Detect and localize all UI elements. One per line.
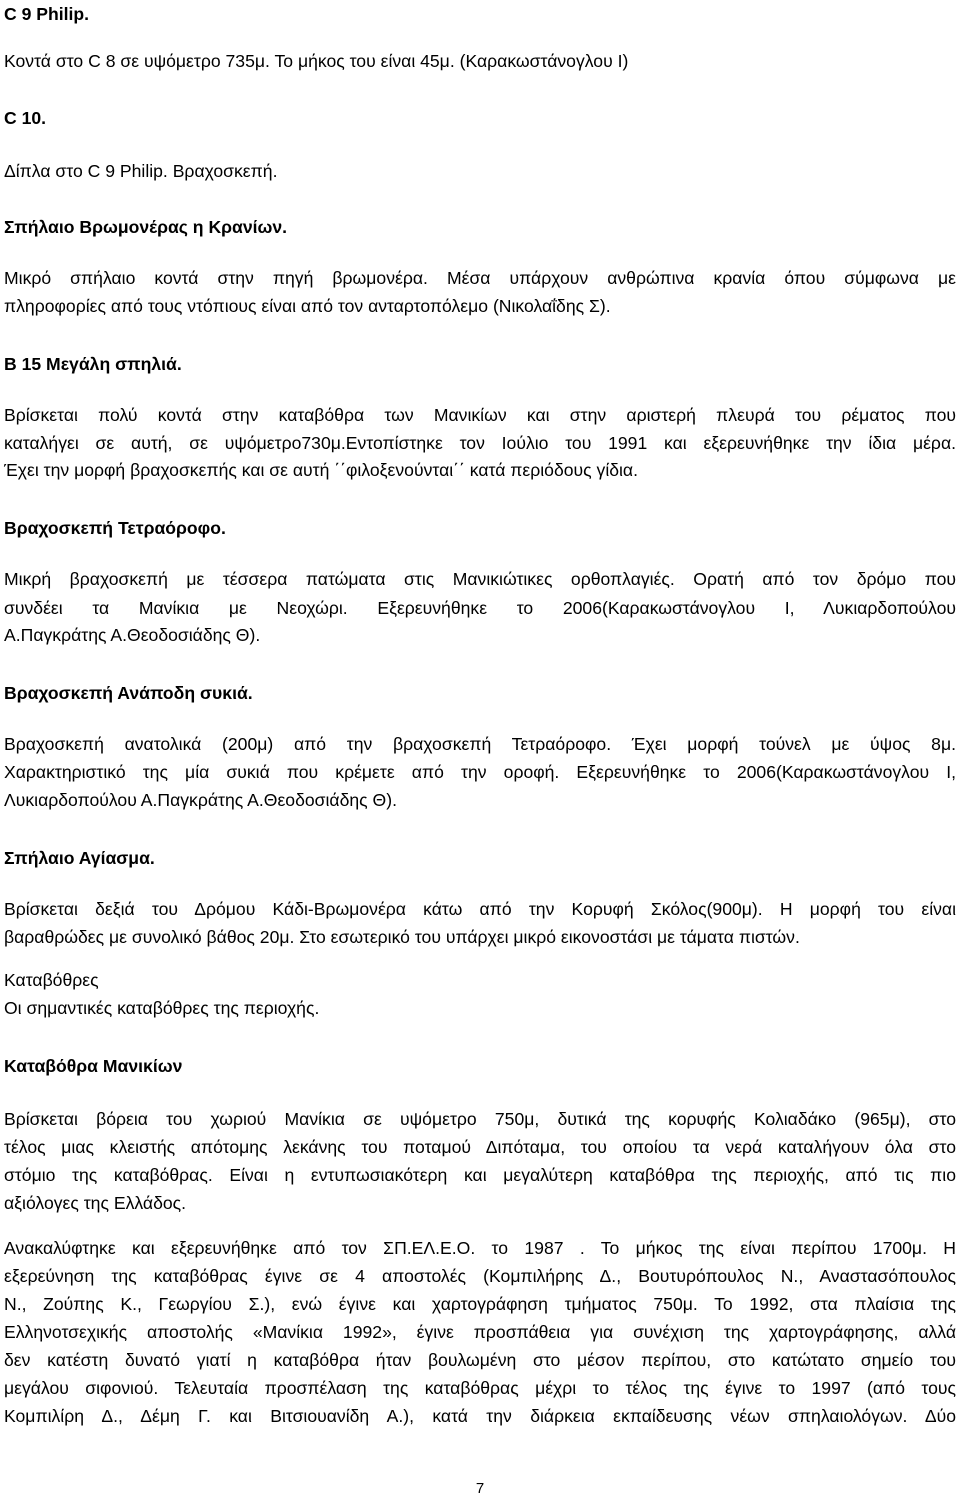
vromonera-line-1: Μικρό σπήλαιο κοντά στην πηγή βρωμονέρα. Μέσα υπάρχουν ανθρώπινα κρανία όπου σύμφωνα με	[4, 268, 956, 288]
c9-heading: C 9 Philip.	[4, 4, 90, 24]
manikia-p1-line-1: Βρίσκεται βόρεια του χωριού Μανίκια σε υψόμετρο 750μ, δυτικά της κορυφής Κολιαδάκο (965μ), στο	[4, 1109, 956, 1129]
agiasma-heading: Σπήλαιο Αγίασμα.	[4, 848, 155, 868]
tetraorofo-heading: Βραχοσκεπή Τετραόροφο.	[4, 518, 226, 538]
manikia-p2-line-6: μεγάλου σιφονιού. Τελευταία προσπέλαση της καταβόθρας μέχρι το τέλος της έγινε το 1997 (από τους	[4, 1378, 956, 1398]
c10-heading: C 10.	[4, 108, 47, 128]
page-number: 7	[475, 1480, 485, 1497]
manikia-p2-line-4: Ελληνοτσεχικής αποστολής «Μανίκια 1992», έγινε προσπάθεια για συνέχιση της χαρτογράφησης, αλλά	[4, 1322, 956, 1342]
manikia-p2-line-1: Ανακαλύφτηκε και εξερευνήθηκε από τον ΣΠ.ΕΛ.Ε.Ο. το 1987 . Το μήκος της είναι περίπου 1700μ. Η	[4, 1238, 956, 1258]
b15-line-3: Έχει την μορφή βραχοσκεπής και σε αυτή ΄΄φιλοξενούνται΄΄ κατά περιόδους γίδια.	[4, 460, 638, 480]
manikia-p1-line-3: στόμιο της καταβόθρας. Είναι η εντυπωσιακότερη και μεγαλύτερη καταβόθρα της περιοχής, από τις πιο	[4, 1165, 956, 1185]
katavothres-title: Καταβόθρες	[4, 970, 99, 990]
manikia-p2-line-3: Ν., Ζούπης Κ., Γεωργίου Σ.), ενώ έγινε και χαρτογράφηση τμήματος 750μ. Το 1992, στα πλαίσια της	[4, 1294, 956, 1314]
tetraorofo-line-2: συνδέει τα Μανίκια με Νεοχώρι. Εξερευνήθηκε το 2006(Καρακωστάνογλου Ι, Λυκιαρδοπούλου	[4, 598, 956, 618]
tetraorofo-line-1: Μικρή βραχοσκεπή με τέσσερα πατώματα στις Μανικιώτικες ορθοπλαγιές. Ορατή από τον δρόμο που	[4, 569, 956, 589]
tetraorofo-line-3: Α.Παγκράτης Α.Θεοδοσιάδης Θ).	[4, 625, 261, 645]
katavothres-subtitle: Οι σημαντικές καταβόθρες της περιοχής.	[4, 998, 320, 1018]
agiasma-line-2: βαραθρώδες με συνολικό βάθος 20μ. Στο εσωτερικό του υπάρχει μικρό εικονοστάσι με τάματα πιστών.	[4, 927, 800, 947]
manikia-p2-line-5: δεν κατέστη δυνατό γιατί η καταβόθρα ήταν βουλωμένη στο μέσον περίπου, στο κατώτατο σημείο του	[4, 1350, 956, 1370]
anapodi-line-2: Χαρακτηριστικό της μία συκιά που κρέμετε από την οροφή. Εξερευνήθηκε το 2006(Καρακωστάνογλου Ι,	[4, 762, 956, 782]
b15-line-2: καταλήγει σε αυτή, σε υψόμετρο730μ.Εντοπίστηκε τον Ιούλιο του 1991 και εξερευνήθηκε την ίδια μέρα.	[4, 433, 956, 453]
b15-heading: Β 15 Μεγάλη σπηλιά.	[4, 354, 182, 374]
manikia-p1-line-4: αξιόλογες της Ελλάδος.	[4, 1193, 187, 1213]
anapodi-line-3: Λυκιαρδοπούλου Α.Παγκράτης Α.Θεοδοσιάδης Θ).	[4, 790, 397, 810]
vromonera-heading: Σπήλαιο Βρωμονέρας η Κρανίων.	[4, 217, 288, 237]
manikia-p2-line-2: εξερεύνηση της καταβόθρας έγινε σε 4 αποστολές (Κομπιλήρης Δ., Βουτυρόπουλος Ν., Αναστασόπουλος	[4, 1266, 956, 1286]
c10-text: Δίπλα στο C 9 Philip. Βραχοσκεπή.	[4, 161, 278, 181]
c9-text: Κοντά στο C 8 σε υψόμετρο 735μ. Το μήκος του είναι 45μ. (Καρακωστάνογλου Ι)	[4, 51, 629, 71]
agiasma-line-1: Βρίσκεται δεξιά του Δρόμου Κάδι-Βρωμονέρα κάτω από την Κορυφή Σκόλος(900μ). Η μορφή του είναι	[4, 899, 956, 919]
manikia-p1-line-2: τέλος μιας κλειστής απότομης λεκάνης του ποταμού Διπόταμα, του οποίου τα νερά καταλήγουν όλα στο	[4, 1137, 956, 1157]
anapodi-heading: Βραχοσκεπή Ανάποδη συκιά.	[4, 683, 253, 703]
anapodi-line-1: Βραχοσκεπή ανατολικά (200μ) από την βραχοσκεπή Τετραόροφο. Έχει μορφή τούνελ με ύψος 8μ.	[4, 734, 956, 754]
vromonera-line-2: πληροφορίες από τους ντόπιους είναι από τον ανταρτοπόλεμο (Νικολαΐδης Σ).	[4, 296, 611, 316]
b15-line-1: Βρίσκεται πολύ κοντά στην καταβόθρα των Μανικίων και στην αριστερή πλευρά του ρέματος που	[4, 405, 956, 425]
manikia-p2-line-7: Κομπιλίρη Δ., Δέμη Γ. και Βιτσιουανίδη Α.), κατά την διάρκεια εκπαίδευσης νέων σπηλαιολόγων. Δύο	[4, 1406, 956, 1426]
manikia-heading: Καταβόθρα Μανικίων	[4, 1056, 183, 1076]
